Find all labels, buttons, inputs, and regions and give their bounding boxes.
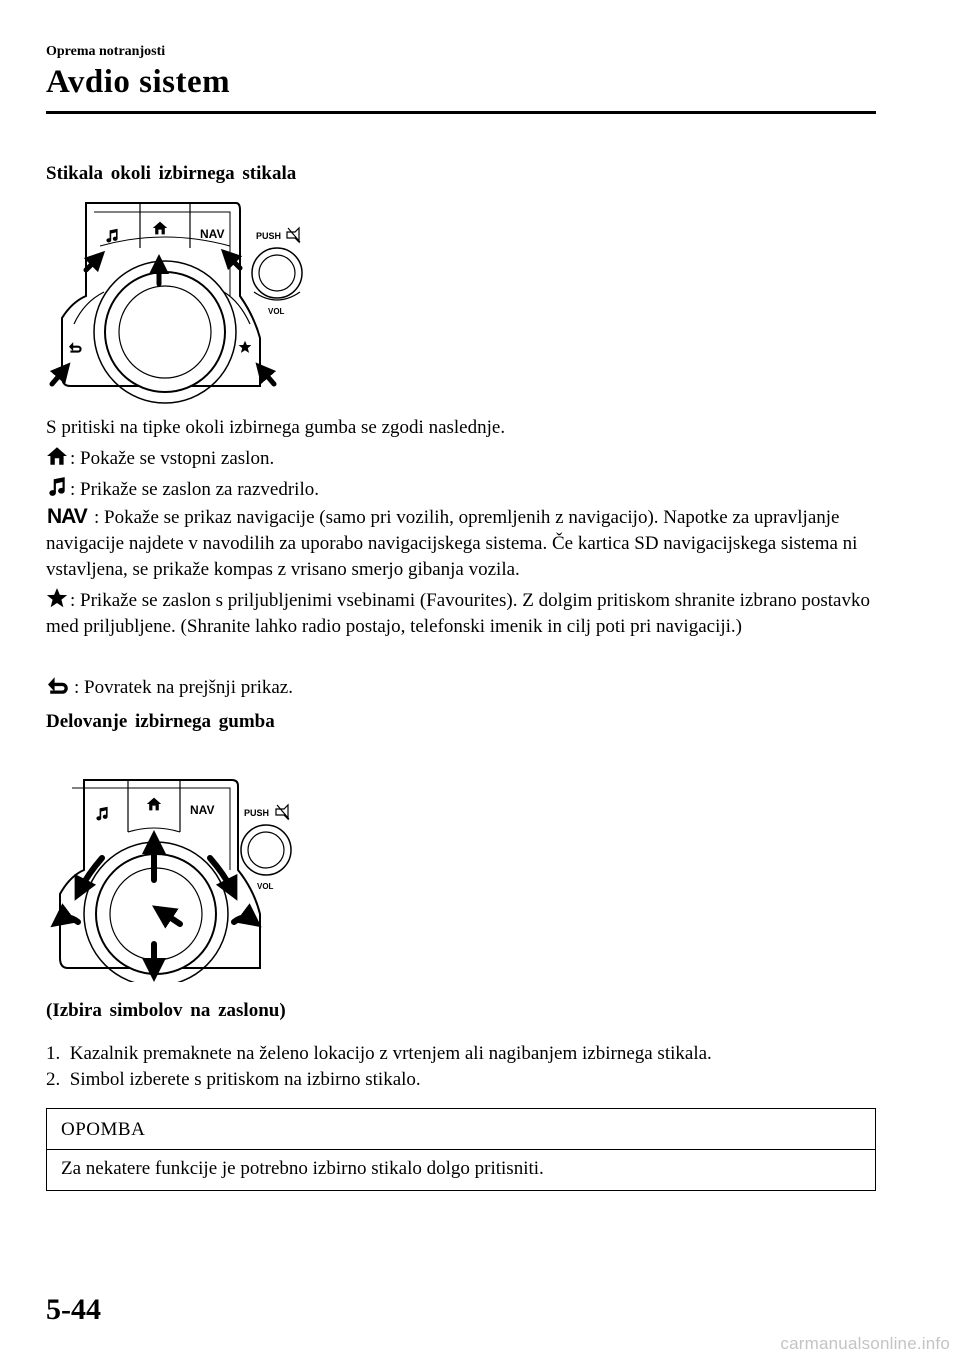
list-item-text: : Pokaže se prikaz navigacije (samo pri vozilih, opremljenih z navigacijo). Napotke za upravljanje navigacije najdete v navodilih za uporabo navigacijskega sistema. Če kartica SD navigacijskega sistema ni vstavljena, se prikaže kompas z vrisano smerjo gibanja vozila. — [46, 507, 858, 580]
note-title: OPOMBA — [47, 1109, 875, 1150]
step-number: 1. — [46, 1043, 61, 1064]
dial-subheading: (Izbira simbolov na zaslonu) — [46, 1000, 286, 1021]
mute-icon — [287, 228, 300, 242]
back-icon — [46, 674, 72, 696]
commander-switches-figure — [44, 198, 306, 404]
push-label: PUSH — [244, 808, 270, 818]
push-label: PUSH — [256, 231, 282, 241]
title-divider — [46, 111, 876, 114]
music-icon — [46, 476, 68, 498]
section-label: Oprema notranjosti — [46, 44, 166, 59]
vol-label: VOL — [268, 307, 285, 316]
vol-label: VOL — [257, 882, 274, 891]
list-item — [46, 504, 876, 583]
svg-text:NAV: NAV — [47, 505, 87, 526]
star-icon — [46, 587, 68, 609]
watermark: carmanualsonline.info — [780, 1334, 950, 1353]
list-item — [46, 674, 876, 701]
nav-label: NAV — [190, 803, 215, 817]
page-title: Avdio sistem — [46, 64, 231, 100]
step-text: Simbol izberete s pritiskom na izbirno stikalo. — [69, 1069, 421, 1090]
page-number: 5-44 — [46, 1293, 101, 1326]
mute-icon — [276, 805, 289, 819]
list-item — [46, 476, 876, 503]
switches-heading: Stikala okoli izbirnega stikala — [46, 163, 297, 184]
note-box — [46, 1108, 876, 1191]
list-item — [46, 445, 876, 472]
list-item-text: : Prikaže se zaslon za razvedrilo. — [70, 479, 319, 500]
list-item — [46, 587, 876, 640]
step-number: 2. — [46, 1069, 61, 1090]
switches-intro: S pritiski na tipke okoli izbirnega gumba se zgodi naslednje. — [46, 417, 506, 438]
note-text: Za nekatere funkcije je potrebno izbirno stikalo dolgo pritisniti. — [61, 1158, 544, 1179]
list-item-text: : Prikaže se zaslon s priljubljenimi vsebinami (Favourites). Z dolgim pritiskom shranite izbrano postavko med priljubljene. (Shranite lahko radio postajo, telefonski imenik in cilj poti pri navigaciji.) — [46, 590, 870, 637]
list-item-text: : Pokaže se vstopni zaslon. — [70, 448, 275, 469]
list-item-text: : Povratek na prejšnji prikaz. — [74, 677, 293, 698]
nav-label: NAV — [200, 227, 225, 241]
list-item — [46, 1041, 712, 1067]
step-text: Kazalnik premaknete na želeno lokacijo z vrtenjem ali nagibanjem izbirnega stikala. — [69, 1043, 712, 1064]
dial-heading: Delovanje izbirnega gumba — [46, 711, 275, 732]
list-item — [46, 1067, 421, 1093]
nav-icon — [46, 504, 92, 526]
home-icon — [46, 445, 68, 467]
commander-knob-figure — [44, 774, 306, 982]
